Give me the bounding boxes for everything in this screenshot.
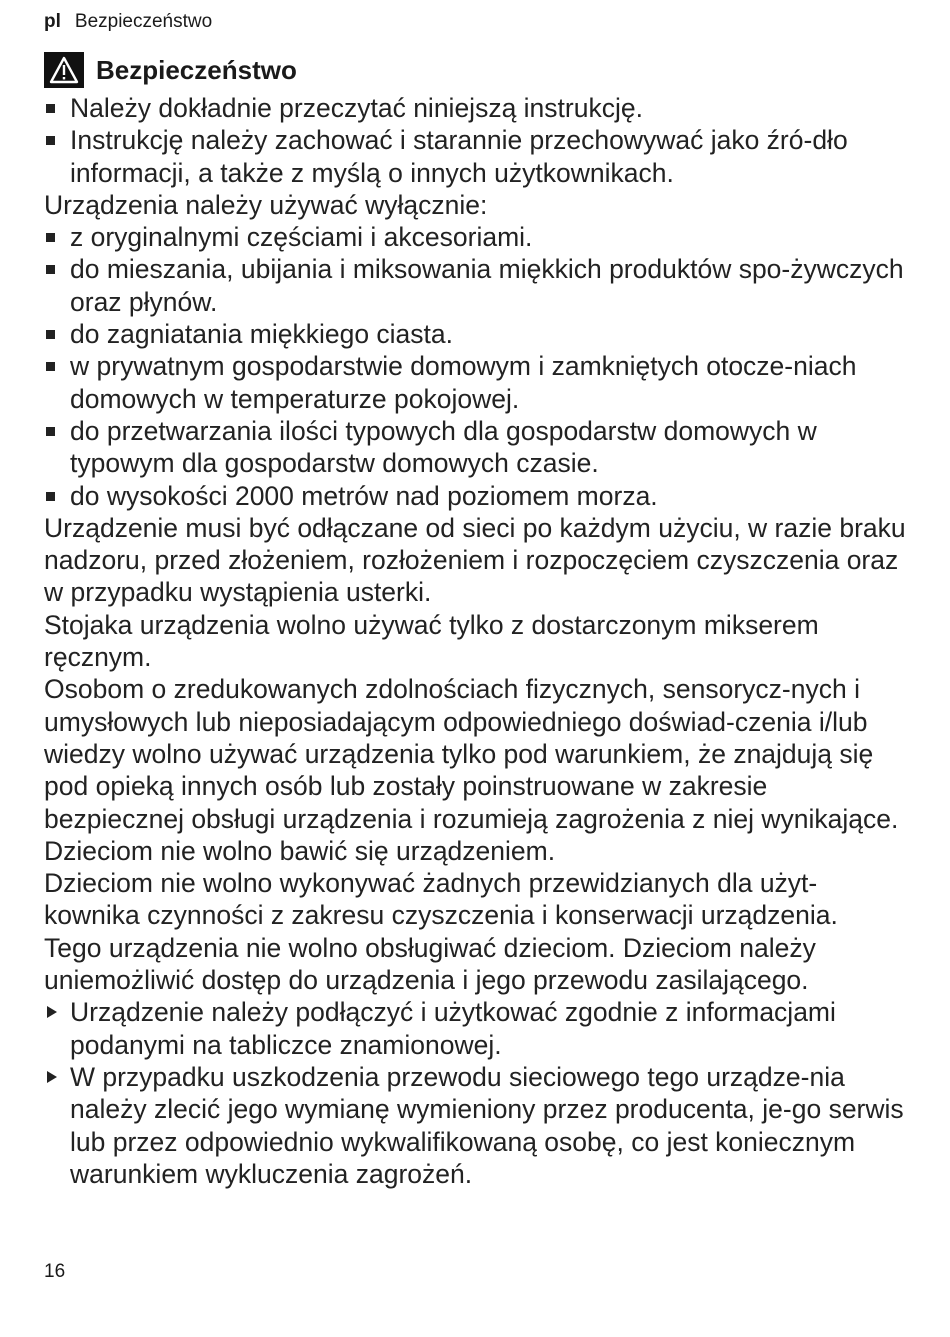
warning-triangle-icon <box>44 52 84 88</box>
paragraph: Urządzenie musi być odłączane od sieci po każdym użyciu, w razie braku nadzoru, przed złożeniem, rozłożeniem i rozpoczęciem czyszczenia oraz w przypadku wystąpienia usterki. <box>44 512 906 608</box>
bullet-item: Instrukcję należy zachować i starannie przechowywać jako źró-dło informacji, a także z myślą o innych użytkownikach. <box>44 124 906 189</box>
page-number: 16 <box>44 1261 66 1282</box>
bullet-item: z oryginalnymi częściami i akcesoriami. <box>44 221 906 253</box>
section-title <box>44 52 297 88</box>
usage-intro: Urządzenia należy używać wyłącznie: <box>44 189 488 220</box>
paragraph: Dzieciom nie wolno wykonywać żadnych przewidzianych dla użyt-kownika czynności z zakresu czyszczenia i konserwacji urządzenia. <box>44 868 838 931</box>
language-code: pl <box>44 11 61 32</box>
bullet-item: Należy dokładnie przeczytać niniejszą instrukcję. <box>44 92 906 124</box>
page-header <box>44 10 212 34</box>
bullet-item: do mieszania, ubijania i miksowania miękkich produktów spo-żywczych oraz płynów. <box>44 253 906 318</box>
bullet-item: do wysokości 2000 metrów nad poziomem morza. <box>44 480 906 512</box>
action-item: W przypadku uszkodzenia przewodu sieciowego tego urządze-nia należy zlecić jego wymianę wymieniony przez producenta, je-go serwis lub przez odpowiednio wykwalifikowaną osobę, co jest koniecznym warunkiem wykluczenia zagrożeń. <box>44 1061 906 1190</box>
page-title: Bezpieczeństwo <box>96 55 297 85</box>
paragraph: Osobom o zredukowanych zdolnościach fizycznych, sensorycz-nych i umysłowych lub nieposiadającym odpowiedniego doświad-czenia i/lub wiedzy wolno używać urządzenia tylko pod warunkiem, że znajdują się pod opieką innych osób lub zostały poinstruowane w zakresie bezpiecznej obsługi urządzenia i rozumieją zagrożenia z niej wynikające. <box>44 674 899 834</box>
bullet-item: do zagniatania miękkiego ciasta. <box>44 318 906 350</box>
action-item: Urządzenie należy podłączyć i użytkować zgodnie z informacjami podanymi na tabliczce znamionowej. <box>44 996 906 1061</box>
safety-content <box>44 92 906 1190</box>
section-name: Bezpieczeństwo <box>74 11 213 32</box>
paragraph: Dzieciom nie wolno bawić się urządzeniem. <box>44 835 556 866</box>
bullet-item: w prywatnym gospodarstwie domowym i zamkniętych otocze-niach domowych w temperaturze pokojowej. <box>44 350 906 415</box>
paragraph: Tego urządzenia nie wolno obsługiwać dzieciom. Dzieciom należy uniemożliwić dostęp do urządzenia i jego przewodu zasilającego. <box>44 932 816 996</box>
bullet-item: do przetwarzania ilości typowych dla gospodarstw domowych w typowym dla gospodarstw domowych czasie. <box>44 415 906 480</box>
paragraph: Stojaka urządzenia wolno używać tylko z dostarczonym mikserem ręcznym. <box>44 609 819 673</box>
